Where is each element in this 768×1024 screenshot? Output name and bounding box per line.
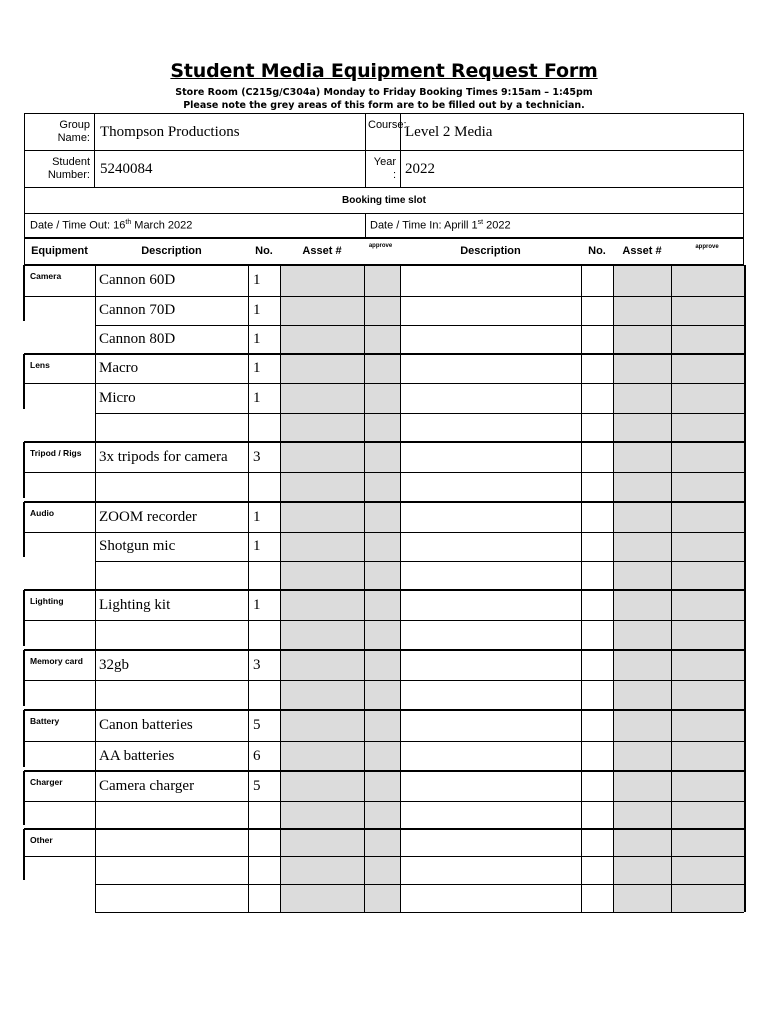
technician-grey-cell xyxy=(614,533,671,561)
description-cell[interactable]: Canon batteries xyxy=(99,717,193,733)
grid-line xyxy=(280,650,281,710)
grid-line xyxy=(364,650,365,710)
quantity-cell[interactable]: 1 xyxy=(253,389,261,406)
grid-line xyxy=(95,472,744,473)
grid-line xyxy=(613,710,614,771)
grid-line xyxy=(581,354,582,442)
technician-grey-cell xyxy=(281,355,364,383)
technician-grey-cell xyxy=(614,355,671,383)
category-divider xyxy=(24,828,744,830)
grid-line xyxy=(581,650,582,710)
technician-grey-cell xyxy=(365,414,400,442)
grid-line xyxy=(95,383,744,384)
technician-grey-cell xyxy=(672,885,744,912)
technician-grey-cell xyxy=(672,591,744,620)
course-label: Course: xyxy=(368,119,407,131)
grid-line xyxy=(364,502,365,590)
grid-line xyxy=(671,265,672,354)
technician-grey-cell xyxy=(614,326,671,354)
category-label: Battery xyxy=(30,716,60,726)
category-label: Audio xyxy=(30,508,55,518)
group-name-label: Group Name: xyxy=(57,119,90,144)
technician-grey-cell xyxy=(614,742,671,771)
grid-line xyxy=(95,710,96,771)
quantity-cell[interactable]: 1 xyxy=(253,538,261,554)
technician-grey-cell xyxy=(672,830,744,856)
grid-line xyxy=(364,354,365,442)
group-name-field[interactable]: Thompson Productions xyxy=(100,124,240,140)
grid-line xyxy=(581,502,582,590)
grid-line xyxy=(364,442,365,502)
category-bracket xyxy=(23,829,25,880)
category-bracket xyxy=(23,354,25,409)
technician-grey-cell xyxy=(365,830,400,856)
category-divider xyxy=(24,649,744,651)
grid-line xyxy=(95,532,744,533)
grid-line xyxy=(24,801,95,802)
student-number-label: Student Number: xyxy=(47,156,90,181)
grid-line xyxy=(581,710,582,771)
grid-line xyxy=(95,354,96,442)
technician-grey-cell xyxy=(365,562,400,590)
quantity-cell[interactable]: 5 xyxy=(253,777,261,794)
technician-grey-cell xyxy=(281,621,364,650)
grid-line xyxy=(613,354,614,442)
grid-line xyxy=(744,829,746,912)
grid-line xyxy=(581,265,582,354)
technician-grey-cell xyxy=(365,857,400,884)
technician-grey-cell xyxy=(672,802,744,829)
grid-line xyxy=(400,354,401,442)
grid-line xyxy=(671,502,672,590)
grid-line xyxy=(671,354,672,442)
grid-line xyxy=(95,561,744,562)
grid-line xyxy=(95,442,96,502)
grid-line xyxy=(364,771,365,829)
grid-line xyxy=(280,710,281,771)
grid-line xyxy=(248,829,249,912)
technician-grey-cell xyxy=(281,711,364,741)
description-cell[interactable]: 3x tripods for camera xyxy=(99,448,228,465)
grid-line xyxy=(95,413,744,414)
grid-line xyxy=(744,502,746,590)
technician-grey-cell xyxy=(281,681,364,710)
year-field[interactable]: 2022 xyxy=(405,161,435,177)
technician-grey-cell xyxy=(365,473,400,502)
grid-line xyxy=(744,442,746,502)
technician-grey-cell xyxy=(672,562,744,590)
technician-grey-cell xyxy=(281,830,364,856)
grid-line xyxy=(581,442,582,502)
description-cell[interactable]: AA batteries xyxy=(99,747,175,764)
technician-grey-cell xyxy=(365,326,400,354)
technician-grey-cell xyxy=(614,266,671,296)
technician-grey-cell xyxy=(365,297,400,325)
quantity-cell[interactable]: 5 xyxy=(253,717,261,733)
grid-line xyxy=(95,771,96,829)
technician-grey-cell xyxy=(365,742,400,771)
technician-grey-cell xyxy=(365,711,400,741)
grid-line xyxy=(95,912,744,913)
col-approve-right: approve xyxy=(695,244,719,250)
technician-grey-cell xyxy=(281,772,364,801)
technician-grey-cell xyxy=(672,533,744,561)
store-room-line: Store Room (C215g/C304a) Monday to Friday Booking Times 9:15am – 1:45pm xyxy=(175,87,593,98)
technician-grey-cell xyxy=(281,473,364,502)
description-cell[interactable]: Camera charger xyxy=(99,777,195,794)
grid-line xyxy=(95,296,744,297)
grid-line xyxy=(248,771,249,829)
technician-grey-cell xyxy=(365,266,400,296)
technician-grey-cell xyxy=(281,266,364,296)
technician-grey-cell xyxy=(365,681,400,710)
technician-grey-cell xyxy=(614,503,671,532)
category-divider xyxy=(24,501,744,503)
grid-line xyxy=(400,710,401,771)
description-cell[interactable]: Cannon 70D xyxy=(99,302,176,318)
technician-grey-cell xyxy=(365,355,400,383)
technician-grey-cell xyxy=(365,772,400,801)
technician-grey-cell xyxy=(672,326,744,354)
description-cell[interactable]: Macro xyxy=(99,360,139,376)
grid-line xyxy=(744,590,746,650)
grid-line xyxy=(671,442,672,502)
form-title: Student Media Equipment Request Form xyxy=(170,60,598,82)
quantity-cell[interactable]: 1 xyxy=(253,331,261,347)
grid-line xyxy=(613,265,614,354)
category-divider xyxy=(24,353,744,355)
grid-line xyxy=(613,829,614,912)
technician-grey-cell xyxy=(281,443,364,472)
technician-grey-cell xyxy=(614,297,671,325)
quantity-cell[interactable]: 6 xyxy=(253,747,261,764)
grid-line xyxy=(613,590,614,650)
grid-line xyxy=(95,856,744,857)
quantity-cell[interactable]: 1 xyxy=(253,302,261,318)
grid-line xyxy=(400,650,401,710)
category-label: Other xyxy=(30,835,53,845)
grid-line xyxy=(248,710,249,771)
description-cell[interactable]: 32gb xyxy=(99,656,129,673)
technician-grey-cell xyxy=(672,772,744,801)
category-label: Tripod / Rigs xyxy=(30,448,82,458)
technician-grey-cell xyxy=(614,681,671,710)
technician-grey-cell xyxy=(281,384,364,413)
technician-grey-cell xyxy=(281,802,364,829)
technician-grey-cell xyxy=(614,591,671,620)
grid-line xyxy=(95,741,744,742)
description-cell[interactable]: ZOOM recorder xyxy=(99,508,197,525)
quantity-cell[interactable]: 1 xyxy=(253,508,261,525)
year-label: Year : xyxy=(373,156,396,181)
grid-line xyxy=(364,710,365,771)
category-bracket xyxy=(23,650,25,706)
category-divider xyxy=(24,770,744,772)
col-asset-right: Asset # xyxy=(622,245,662,257)
grid-line xyxy=(613,502,614,590)
grid-line xyxy=(280,354,281,442)
col-no: No. xyxy=(255,245,273,257)
technician-grey-cell xyxy=(672,681,744,710)
technician-grey-cell xyxy=(614,802,671,829)
technician-grey-cell xyxy=(614,651,671,680)
grid-line xyxy=(248,442,249,502)
technician-grey-cell xyxy=(614,621,671,650)
category-label: Lens xyxy=(30,360,50,370)
grid-line xyxy=(364,829,365,912)
grid-line xyxy=(95,265,96,354)
category-bracket xyxy=(23,710,25,767)
grid-line xyxy=(364,590,365,650)
grid-line xyxy=(671,829,672,912)
description-cell[interactable]: Lighting kit xyxy=(99,596,171,613)
technician-grey-cell xyxy=(672,384,744,413)
technician-grey-cell xyxy=(365,651,400,680)
grid-line xyxy=(400,442,401,502)
technician-grey-cell xyxy=(281,297,364,325)
technician-grey-cell xyxy=(614,384,671,413)
technician-grey-cell xyxy=(672,414,744,442)
category-label: Memory card xyxy=(30,656,83,666)
technician-grey-cell xyxy=(281,591,364,620)
grid-line xyxy=(95,801,744,802)
col-no-right: No. xyxy=(588,245,606,257)
technician-grey-cell xyxy=(672,651,744,680)
technician-grey-cell xyxy=(365,802,400,829)
grid-line xyxy=(613,650,614,710)
category-bracket xyxy=(23,590,25,646)
technician-grey-cell xyxy=(614,562,671,590)
technician-grey-cell xyxy=(614,414,671,442)
grid-line xyxy=(95,680,744,681)
category-divider xyxy=(24,441,744,443)
grid-line xyxy=(248,650,249,710)
technician-grey-cell xyxy=(281,326,364,354)
technician-grey-cell xyxy=(365,443,400,472)
technician-grey-cell xyxy=(614,473,671,502)
grid-line xyxy=(671,771,672,829)
quantity-cell[interactable]: 1 xyxy=(253,596,261,613)
quantity-cell[interactable]: 3 xyxy=(253,448,261,465)
category-divider xyxy=(24,709,744,711)
technician-grey-cell xyxy=(281,742,364,771)
technician-grey-cell xyxy=(672,297,744,325)
grid-line xyxy=(248,502,249,590)
quantity-cell[interactable]: 1 xyxy=(253,360,261,376)
technician-grey-cell xyxy=(614,443,671,472)
technician-grey-cell xyxy=(365,591,400,620)
grid-line xyxy=(744,354,746,442)
technician-grey-cell xyxy=(614,711,671,741)
grid-line xyxy=(24,741,95,742)
grid-line xyxy=(280,590,281,650)
booking-slot-label: Booking time slot xyxy=(342,195,426,206)
grid-line xyxy=(24,532,95,533)
technician-grey-cell xyxy=(365,621,400,650)
grid-line xyxy=(24,472,95,473)
grid-line xyxy=(24,680,95,681)
technician-grey-cell xyxy=(672,621,744,650)
technician-grey-cell xyxy=(365,885,400,912)
grid-line xyxy=(95,829,96,912)
category-divider xyxy=(24,264,744,266)
technician-grey-cell xyxy=(281,503,364,532)
grid-line xyxy=(613,442,614,502)
col-description: Description xyxy=(141,245,202,257)
grid-line xyxy=(280,771,281,829)
grid-line xyxy=(24,383,95,384)
technician-grey-cell xyxy=(672,742,744,771)
technician-grey-cell xyxy=(281,651,364,680)
grid-line xyxy=(24,296,95,297)
col-approve-left: approve xyxy=(368,243,393,249)
category-label: Lighting xyxy=(30,596,64,606)
grid-line xyxy=(400,590,401,650)
col-description-right: Description xyxy=(460,245,521,257)
date-in-field[interactable]: Date / Time In: Aprill 1st 2022 xyxy=(370,219,511,232)
technician-grey-cell xyxy=(281,533,364,561)
grid-line xyxy=(744,710,746,771)
technician-grey-cell xyxy=(614,857,671,884)
grid-line xyxy=(95,590,96,650)
technician-grey-cell xyxy=(672,473,744,502)
category-bracket xyxy=(23,265,25,321)
grid-line xyxy=(400,829,401,912)
description-cell[interactable]: Shotgun mic xyxy=(99,538,176,554)
technician-grey-cell xyxy=(365,503,400,532)
technician-grey-cell xyxy=(672,711,744,741)
grid-line xyxy=(248,265,249,354)
category-divider xyxy=(24,589,744,591)
grid-line xyxy=(95,884,744,885)
grid-line xyxy=(744,771,746,829)
grid-line xyxy=(400,771,401,829)
grid-line xyxy=(280,502,281,590)
course-field[interactable]: Level 2 Media xyxy=(405,124,493,140)
grid-line xyxy=(95,325,744,326)
technician-grey-cell xyxy=(365,533,400,561)
grid-line xyxy=(95,650,96,710)
grid-line xyxy=(744,650,746,710)
grid-line xyxy=(744,265,746,354)
grid-line xyxy=(581,771,582,829)
grid-line xyxy=(280,442,281,502)
grid-line xyxy=(280,829,281,912)
technician-grey-cell xyxy=(672,443,744,472)
note-line: Please note the grey areas of this form are to be filled out by a technician. xyxy=(183,100,585,111)
grid-line xyxy=(671,590,672,650)
grid-line xyxy=(364,265,365,354)
category-bracket xyxy=(23,771,25,825)
technician-grey-cell xyxy=(365,384,400,413)
category-label: Camera xyxy=(30,271,62,281)
technician-grey-cell xyxy=(672,355,744,383)
description-cell[interactable]: Cannon 80D xyxy=(99,331,176,347)
technician-grey-cell xyxy=(281,857,364,884)
technician-grey-cell xyxy=(614,885,671,912)
category-bracket xyxy=(23,442,25,498)
grid-line xyxy=(24,856,95,857)
technician-grey-cell xyxy=(281,562,364,590)
technician-grey-cell xyxy=(672,503,744,532)
grid-line xyxy=(581,829,582,912)
date-out-field[interactable]: Date / Time Out: 16th March 2022 xyxy=(30,219,193,232)
grid-line xyxy=(280,265,281,354)
technician-grey-cell xyxy=(281,414,364,442)
category-label: Charger xyxy=(30,777,63,787)
technician-grey-cell xyxy=(672,266,744,296)
grid-line xyxy=(613,771,614,829)
grid-line xyxy=(248,354,249,442)
col-equipment: Equipment xyxy=(31,245,88,257)
technician-grey-cell xyxy=(281,885,364,912)
grid-line xyxy=(95,502,96,590)
col-asset: Asset # xyxy=(302,245,342,257)
grid-line xyxy=(671,650,672,710)
grid-line xyxy=(400,502,401,590)
grid-line xyxy=(24,620,95,621)
technician-grey-cell xyxy=(614,772,671,801)
technician-grey-cell xyxy=(672,857,744,884)
grid-line xyxy=(581,590,582,650)
quantity-cell[interactable]: 1 xyxy=(253,272,261,288)
category-bracket xyxy=(23,502,25,557)
grid-line xyxy=(248,590,249,650)
student-number-field[interactable]: 5240084 xyxy=(100,161,153,177)
grid-line xyxy=(400,265,401,354)
grid-line xyxy=(671,710,672,771)
grid-line xyxy=(95,620,744,621)
quantity-cell[interactable]: 3 xyxy=(253,656,261,673)
technician-grey-cell xyxy=(614,830,671,856)
description-cell[interactable]: Cannon 60D xyxy=(99,272,176,288)
description-cell[interactable]: Micro xyxy=(99,389,136,406)
